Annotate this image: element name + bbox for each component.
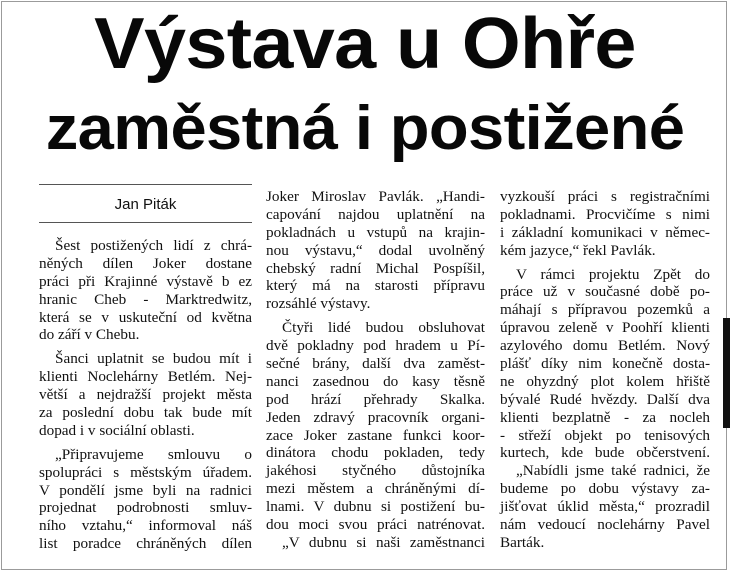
text-line: pod hrází přehrady Skalka. [266,390,485,408]
text-line: kém jazyce,“ řekl Pavlák. [500,241,656,259]
text-line: práce už v současné době po- [500,283,710,301]
text-line: dou moci svou práci natrénovat. [266,516,485,534]
text-line: hranic Cheb - Marktredwitz, [39,290,252,308]
text-line: Joker Miroslav Pavlák. „Handi- [266,188,485,205]
text-line: nám vedoucí noclehárny Pavel [500,516,710,534]
text-line: „Nabídli jsme také radnici, že [516,462,710,480]
text-line: Barták. [500,533,545,551]
text-line: Šanci uplatnit se budou mít i [55,350,252,368]
article-column-2 [266,188,485,552]
text-line: list poradce chráněných dílen [39,535,252,553]
text-line: dvě pokladny pod hradem u Pí- [266,337,485,355]
text-line: vyzkouší práci s registračními [500,188,710,205]
headline-line-2: zaměstná i postižené [45,94,685,163]
text-line: projednat podrobnosti smluv- [39,499,252,517]
author-byline: Jan Piták [114,196,177,213]
text-line: zace Joker zastane funkci koor- [266,426,485,444]
article-column-1 [39,237,252,553]
text-line: ne ohyzdný plot kolem hřiště [500,372,710,390]
byline-rule-bottom [39,222,252,223]
text-line: Jeden zdravý pracovník organi- [266,408,485,426]
text-line: kurtech, kde bude občerstvení. [500,444,710,462]
text-line: nanci zasednou do kasy těsně [266,372,485,390]
text-line: který má na starosti přípravu [266,277,485,295]
text-line: mezi městem a chráněnými dí- [266,480,485,498]
adjacent-article-edge [723,318,730,428]
text-line: azylového domu Betlém. Nový [500,337,710,355]
text-line: plášť díky nim konečně dosta- [500,355,710,373]
text-line: klienti bezplatně - za nocleh [500,408,710,426]
text-line: do září v Chebu. [39,326,140,344]
text-line: chebský radní Michal Pospíšil, [266,259,485,277]
text-line: i základní komunikaci v němec- [500,223,710,241]
text-line: úpravou zeleně v Poohří klienti [500,319,710,337]
text-line: spolupráci s městským úřadem. [39,463,252,481]
text-line: dopad i v sociální oblasti. [39,421,195,439]
text-line: pokladnách u vstupů na krajin- [266,223,485,241]
text-line: pokladnami. Procvičíme s nimi [500,205,710,223]
text-line: budeme po dobu výstavy za- [500,480,710,498]
text-line: za poslední dobu tak bude mít [39,404,252,422]
text-line: Šest postižených lidí z chrá- [55,237,252,254]
text-line: která se v uskuteční od května [39,308,252,326]
headline-line-1: Výstava u Ohře [94,4,636,84]
text-line: - střeží objekt po tenisových [500,426,710,444]
text-line: bývalé Rudé hvězdy. Další dva [500,390,710,408]
text-line: lnami. V dubnu si postižení bu- [266,498,485,516]
text-line: rozsáhlé výstavy. [266,295,371,313]
byline-rule-top [39,184,252,185]
text-line: capování najdou uplatnění na [266,205,485,223]
text-line: Čtyři lidé budou obsluhovat [282,319,485,337]
text-line: něných dílen Joker dostane [39,254,252,272]
text-line: práci při Krajinné výstavě b ez [39,272,252,290]
article-column-3 [500,188,710,552]
text-line: větší a nejdražší projekt města [39,386,252,404]
text-line: „Připravujeme smlouvu o [55,445,252,463]
text-line: V pondělí jsme byli na radnici [39,481,252,499]
text-line: klienti Noclehárny Betlém. Nej- [39,368,252,386]
text-line: jakéhosi styčného důstojníka [266,462,485,480]
text-line: sečné brány, další dva zaměst- [266,355,485,373]
text-line: „V dubnu si naši zaměstnanci [282,533,485,551]
text-line: jišťovat úklid města,“ prozradil [500,498,710,516]
text-line: V rámci projektu Zpět do [516,265,710,283]
text-line: máhají s přípravou pozemků a [500,301,710,319]
text-line: nou výstavu,“ dodal uvolněný [266,241,485,259]
text-line: dinátora chodu pokladen, tedy [266,444,485,462]
headline [0,4,730,163]
text-line: ního vztahu,“ informoval náš [39,517,252,535]
